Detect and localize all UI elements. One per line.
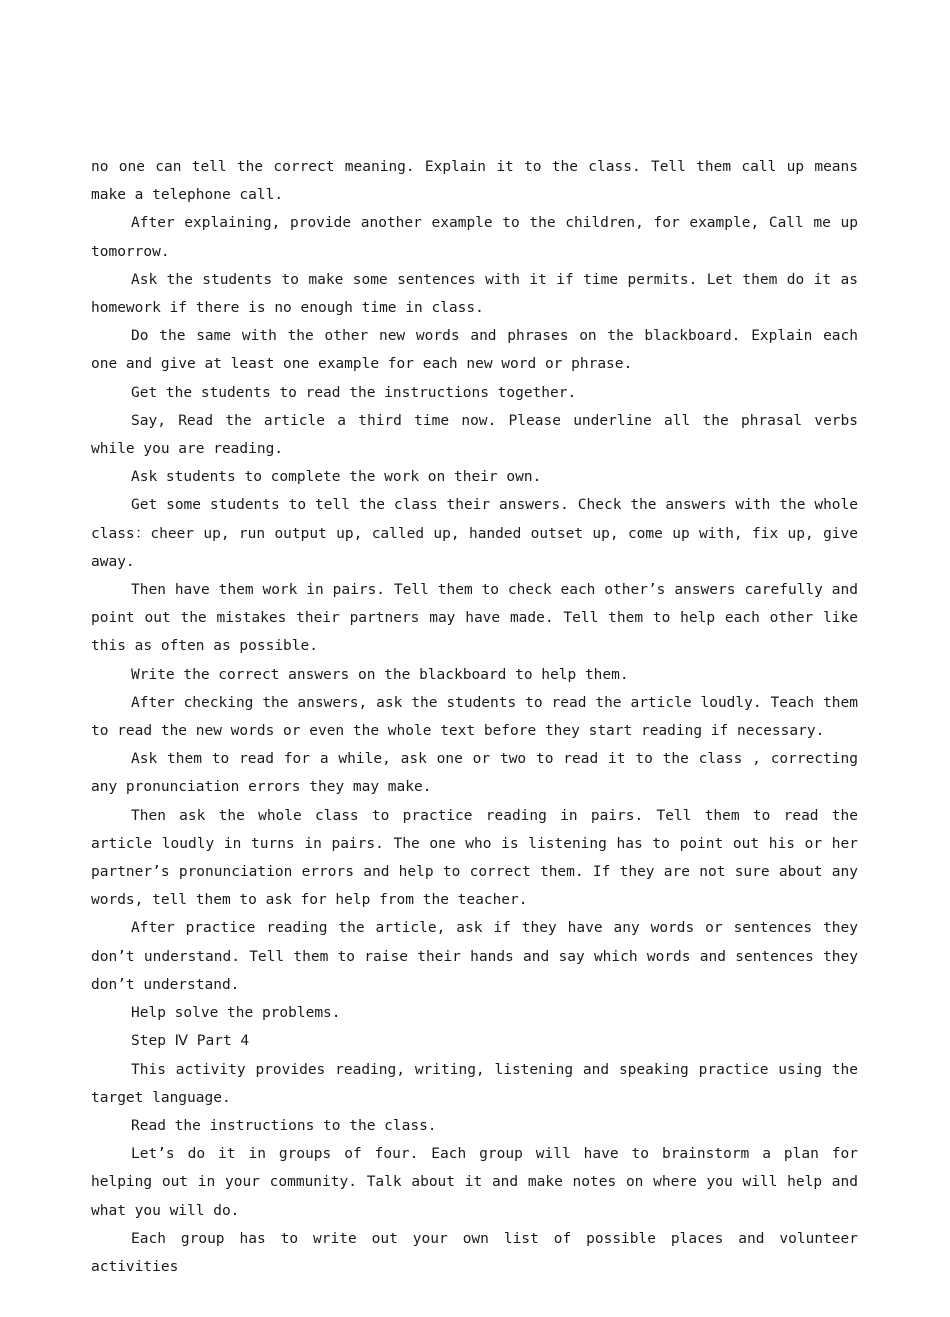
paragraph-2: After explaining, provide another example to the children, for example, Call me up tomorrow. — [91, 215, 858, 260]
paragraph-18: Read the instructions to the class. — [131, 1117, 437, 1134]
paragraph-10: Write the correct answers on the blackboard to help them. — [131, 666, 629, 683]
paragraph-9: Then have them work in pairs. Tell them to check each other’s answers carefully and point out the mistakes their partners may have made. Tell them to help each other like this as often as possible. — [91, 582, 858, 655]
paragraph-3: Ask the students to make some sentences with it if time permits. Let them do it as homework if there is no enough time in class. — [91, 271, 858, 317]
paragraph-15: Help solve the problems. — [131, 1005, 341, 1022]
paragraph-7: Ask students to complete the work on their own. — [131, 469, 542, 486]
section-heading-step-4: Step Ⅳ Part 4 — [131, 1033, 250, 1050]
paragraph-17: This activity provides reading, writing, listening and speaking practice using the target language. — [91, 1061, 858, 1106]
paragraph-19: Let’s do it in groups of four. Each group will have to brainstorm a plan for helping out in your community. Talk about it and make notes on where you will help and what you will do. — [91, 1146, 858, 1219]
paragraph-14: After practice reading the article, ask if they have any words or sentences they don’t understand. Tell them to raise their hands and say which words and sentences they don’t understand. — [91, 920, 858, 993]
paragraph-1: no one can tell the correct meaning. Explain it to the class. Tell them call up means make a telephone call. — [91, 159, 858, 204]
paragraph-20: Each group has to write out your own list of possible places and volunteer activities — [91, 1230, 858, 1275]
paragraph-5: Get the students to read the instructions together. — [131, 384, 577, 401]
paragraph-4: Do the same with the other new words and phrases on the blackboard. Explain each one and give at least one example for each new word or phrase. — [91, 328, 858, 373]
paragraph-11: After checking the answers, ask the students to read the article loudly. Teach them to read the new words or even the whole text before they start reading if necessary. — [91, 694, 858, 740]
paragraph-6: Say, Read the article a third time now. Please underline all the phrasal verbs while you are reading. — [91, 412, 858, 458]
paragraph-8: Get some students to tell the class their answers. Check the answers with the whole class：cheer up, run output up, called up, handed outset up, come up with, fix up, give away. — [91, 497, 858, 570]
paragraph-12: Ask them to read for a while, ask one or two to read it to the class , correcting any pronunciation errors they may make. — [91, 751, 858, 796]
document-page — [91, 153, 858, 1281]
paragraph-13: Then ask the whole class to practice reading in pairs. Tell them to read the article loudly in turns in pairs. The one who is listening has to point out his or her partner’s pronunciation errors and help to correct them. If they are not sure about any words, tell them to ask for help from the teacher. — [91, 807, 858, 909]
